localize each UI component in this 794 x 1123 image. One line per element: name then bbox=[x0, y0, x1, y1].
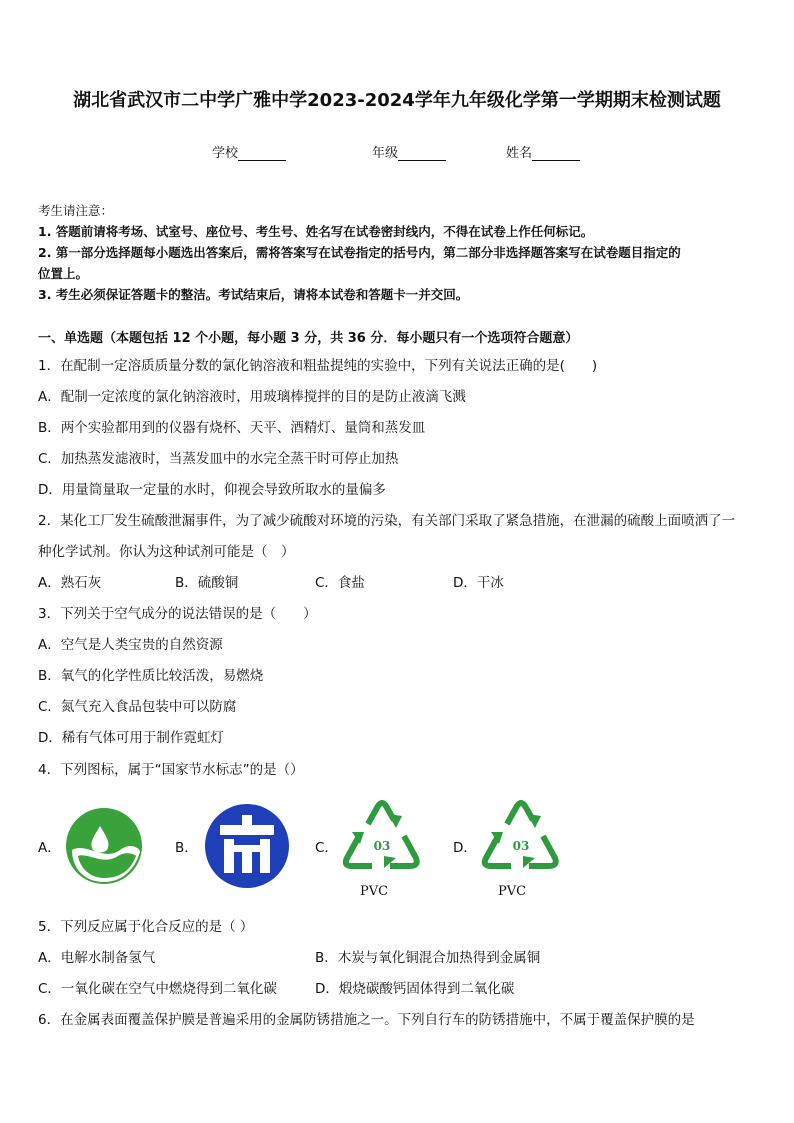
grade-field[interactable] bbox=[372, 142, 446, 161]
notice-item: 1. 答题前请将考场、试室号、座位号、考生号、姓名写在试卷密封线内，不得在试卷上作任何标记。 bbox=[38, 224, 594, 239]
notice-item: 位置上。 bbox=[38, 266, 89, 281]
question-3-option-d: D．稀有气体可用于制作霓虹灯 bbox=[38, 730, 224, 746]
recycle-icon bbox=[338, 796, 426, 876]
question-2-stem-line2: 种化学试剂。你认为这种试剂可能是（ ） bbox=[38, 544, 295, 560]
school-field[interactable] bbox=[212, 142, 286, 161]
question-3-option-c: C．氮气充入食品包装中可以防腐 bbox=[38, 699, 237, 715]
recycle-caption: PVC bbox=[360, 884, 389, 899]
question-2-option-d: D．干冰 bbox=[453, 575, 504, 591]
question-3-option-a: A．空气是人类宝贵的自然资源 bbox=[38, 637, 223, 653]
question-2-option-a: A．熟石灰 bbox=[38, 575, 102, 591]
question-5-option-b: B．木炭与氧化铜混合加热得到金属铜 bbox=[315, 950, 541, 966]
recycle-code: 03 bbox=[512, 839, 530, 853]
student-info-row bbox=[0, 142, 794, 162]
section-heading: 一、单选题（本题包括 12 个小题，每小题 3 分，共 36 分．每小题只有一个选项符合题意） bbox=[38, 331, 579, 346]
name-field[interactable] bbox=[506, 142, 580, 161]
question-4-option-d: D． bbox=[453, 840, 477, 856]
name-label: 姓名 bbox=[506, 146, 533, 161]
question-5-option-d: D．煅烧碳酸钙固体得到二氧化碳 bbox=[315, 981, 515, 997]
question-4-option-b: B． bbox=[175, 840, 198, 856]
question-2-stem-line1: 2．某化工厂发生硫酸泄漏事件，为了减少硫酸对环境的污染，有关部门采取了紧急措施，在泄漏的硫酸上面喷洒了一 bbox=[38, 513, 736, 529]
recycle-code: 03 bbox=[373, 839, 391, 853]
question-1-option-c: C．加热蒸发滤液时，当蒸发皿中的水完全蒸干时可停止加热 bbox=[38, 451, 399, 467]
question-5-option-a: A．电解水制备氢气 bbox=[38, 950, 156, 966]
question-2-option-c: C．食盐 bbox=[315, 575, 365, 591]
water-saving-icon bbox=[64, 806, 144, 886]
question-3-stem: 3．下列关于空气成分的说法错误的是（ ） bbox=[38, 606, 317, 622]
question-5-stem: 5．下列反应属于化合反应的是（ ） bbox=[38, 919, 254, 935]
name-blank[interactable] bbox=[532, 146, 580, 161]
notice-item: 3. 考生必须保证答题卡的整洁。考试结束后，请将本试卷和答题卡一并交回。 bbox=[38, 287, 469, 302]
question-5-option-c: C．一氧化碳在空气中燃烧得到二氧化碳 bbox=[38, 981, 277, 997]
question-1-option-a: A．配制一定浓度的氯化钠溶液时，用玻璃棒搅拌的目的是防止液滴飞溅 bbox=[38, 389, 466, 405]
question-3-option-b: B．氧气的化学性质比较活泼，易燃烧 bbox=[38, 668, 264, 684]
question-4-option-c: C． bbox=[315, 840, 338, 856]
grade-label: 年级 bbox=[372, 146, 399, 161]
recycle-caption: PVC bbox=[498, 884, 527, 899]
question-6-stem: 6．在金属表面覆盖保护膜是普遍采用的金属防锈措施之一。下列自行车的防锈措施中，不属于覆盖保护膜的是 bbox=[38, 1012, 695, 1028]
question-1-option-d: D．用量筒量取一定量的水时，仰视会导致所取水的量偏多 bbox=[38, 482, 386, 498]
question-4-stem: 4．下列图标，属于“国家节水标志”的是（） bbox=[38, 762, 304, 778]
notice-heading: 考生请注意： bbox=[38, 203, 114, 218]
question-1-stem: 1．在配制一定溶质质量分数的氯化钠溶液和粗盐提纯的实验中，下列有关说法正确的是( ) bbox=[38, 358, 598, 374]
question-4-option-a: A． bbox=[38, 840, 61, 856]
grade-blank[interactable] bbox=[398, 146, 446, 161]
question-2-option-b: B．硫酸铜 bbox=[175, 575, 239, 591]
water-gate-icon bbox=[204, 803, 290, 889]
exam-title: 湖北省武汉市二中学广雅中学2023-2024学年九年级化学第一学期期末检测试题 bbox=[73, 90, 721, 111]
notice-item: 2. 第一部分选择题每小题选出答案后，需将答案写在试卷指定的括号内，第二部分非选择题答案写在试卷题目指定的 bbox=[38, 245, 681, 260]
recycle-icon bbox=[477, 796, 565, 876]
school-label: 学校 bbox=[212, 146, 239, 161]
notice-block bbox=[38, 200, 768, 305]
school-blank[interactable] bbox=[238, 146, 286, 161]
question-1-option-b: B．两个实验都用到的仪器有烧杯、天平、酒精灯、量筒和蒸发皿 bbox=[38, 420, 426, 436]
